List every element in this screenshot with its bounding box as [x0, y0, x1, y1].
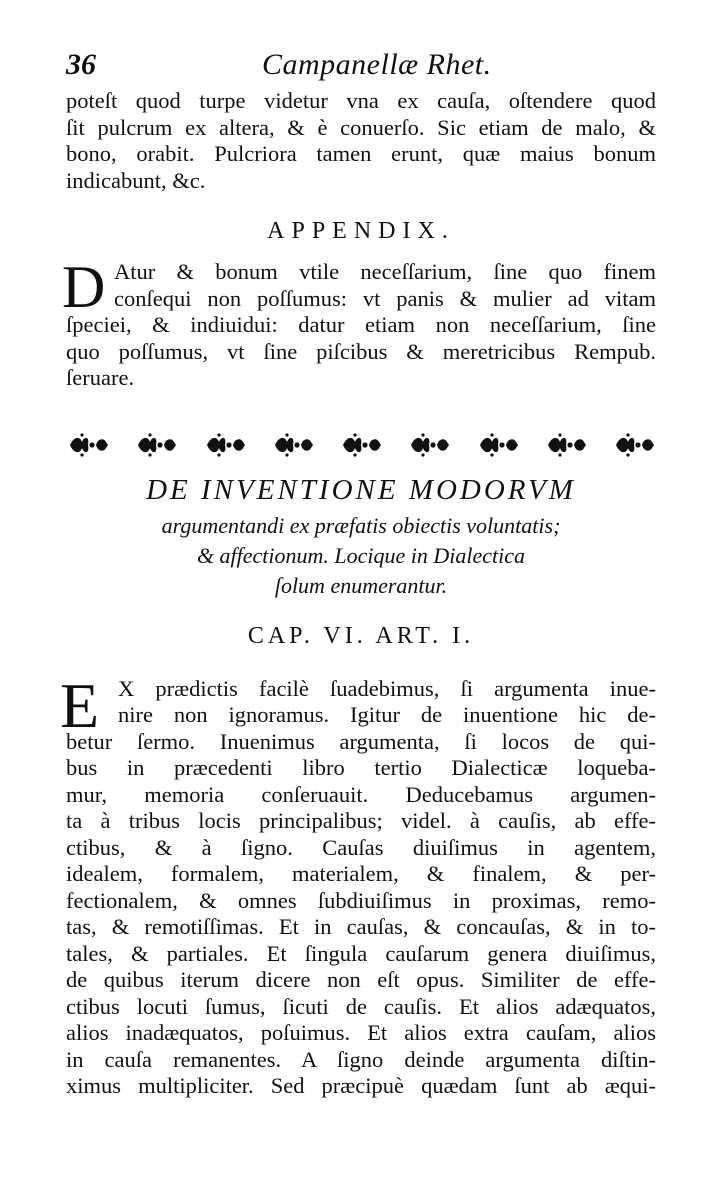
book-page [60, 48, 656, 1100]
body-paragraph [66, 676, 656, 1100]
subtitle-line: & affectionum. Locique in Dialectica [196, 542, 526, 568]
text-line: conſequi non poſſumus: vt panis & mulier ad vitam [114, 285, 656, 311]
text-line: mur, memoria conſeruauit. Deducebamus argumen- [66, 781, 656, 807]
section-subtitle [66, 511, 656, 601]
appendix-dropcap: D [62, 254, 106, 320]
text-line: nire non ignoramus. Igitur de inuentione hic de- [118, 702, 656, 727]
fleuron-ornament-icon [66, 432, 110, 458]
text-line: ctibus, & à ſigno. Cauſas diuiſimus in agentem, [66, 834, 656, 860]
fleuron-ornament-icon [612, 432, 656, 458]
text-line: fectionalem, & omnes ſubdiuiſimus in proximas, remo- [66, 887, 656, 913]
fleuron-ornament-icon [544, 432, 588, 458]
text-line: de quibus iterum dicere non eſt opus. Similiter de effe- [66, 967, 656, 992]
text-line: Atur & bonum vtile neceſſarium, ſine quo finem [114, 259, 656, 284]
text-line: tas, & remotiſſimas. Et in cauſas, & concauſas, & in to- [66, 914, 656, 939]
body-block [60, 669, 656, 1100]
text-line: betur ſermo. Inuenimus argumenta, ſi locos de qui- [66, 728, 656, 754]
text-line: quo poſſumus, vt ſine piſcibus & meretricibus Rempub. [66, 338, 656, 364]
fleuron-ornament-icon [407, 432, 451, 458]
appendix-title: APPENDIX. [267, 218, 455, 244]
text-line: idealem, formalem, materialem, & finalem, & per- [66, 861, 656, 886]
fleuron-ornament-icon [203, 432, 247, 458]
text-line: ta à tribus locis principalibus; videl. à cauſis, ab effe- [66, 808, 656, 833]
subtitle-line: ſolum enumerantur. [274, 572, 448, 598]
text-line: ſit pulcrum ex altera, & è conuerſo. Sic etiam de malo, & [66, 114, 656, 140]
body-dropcap: E [60, 669, 100, 741]
intro-paragraph [66, 88, 656, 194]
appendix-block [62, 254, 656, 392]
text-line: ximus multipliciter. Sed præcipuè quædam ſunt ab æqui- [66, 1073, 656, 1098]
fleuron-ornament-icon [339, 432, 383, 458]
fleuron-ornament-icon [134, 432, 178, 458]
subtitle-line: argumentandi ex præfatis obiectis voluntatis; [161, 512, 561, 538]
fleuron-ornament-icon [271, 432, 315, 458]
fleuron-ornament-icon [476, 432, 520, 458]
text-line: in cauſa remanentes. A ſigno deinde argumenta diſtin- [66, 1046, 656, 1072]
page-number: 36 [66, 48, 96, 81]
chapter-title: CAP. VI. ART. I. [247, 622, 475, 649]
text-line: bono, orabit. Pulcriora tamen erunt, quæ maius bonum [66, 141, 656, 166]
text-line: ctibus locuti ſumus, ſicuti de cauſis. Et alios adæquatos, [66, 993, 656, 1019]
text-line: poteſt quod turpe videtur vna ex cauſa, oſtendere quod [66, 88, 656, 113]
text-line: tales, & partiales. Et ſingula cauſarum genera diuiſimus, [66, 940, 656, 966]
page-header [66, 48, 656, 88]
text-line: indicabunt, &c. [66, 167, 206, 193]
ornament-band [66, 432, 656, 458]
text-line: ſpeciei, & indiuidui: datur etiam non neceſſarium, ſine [66, 312, 656, 337]
section-title: DE INVENTIONE MODORVM [146, 473, 576, 506]
text-line: bus in præcedenti libro tertio Dialecticæ loqueba- [66, 755, 656, 780]
running-head: Campanellæ Rhet. [262, 48, 492, 81]
appendix-paragraph [66, 259, 656, 392]
text-line: X prædictis facilè ſuadebimus, ſi argumenta inue- [118, 675, 656, 701]
text-line: ſeruare. [66, 365, 135, 390]
text-line: alios inadæquatos, poſuimus. Et alios extra cauſam, alios [66, 1020, 656, 1045]
